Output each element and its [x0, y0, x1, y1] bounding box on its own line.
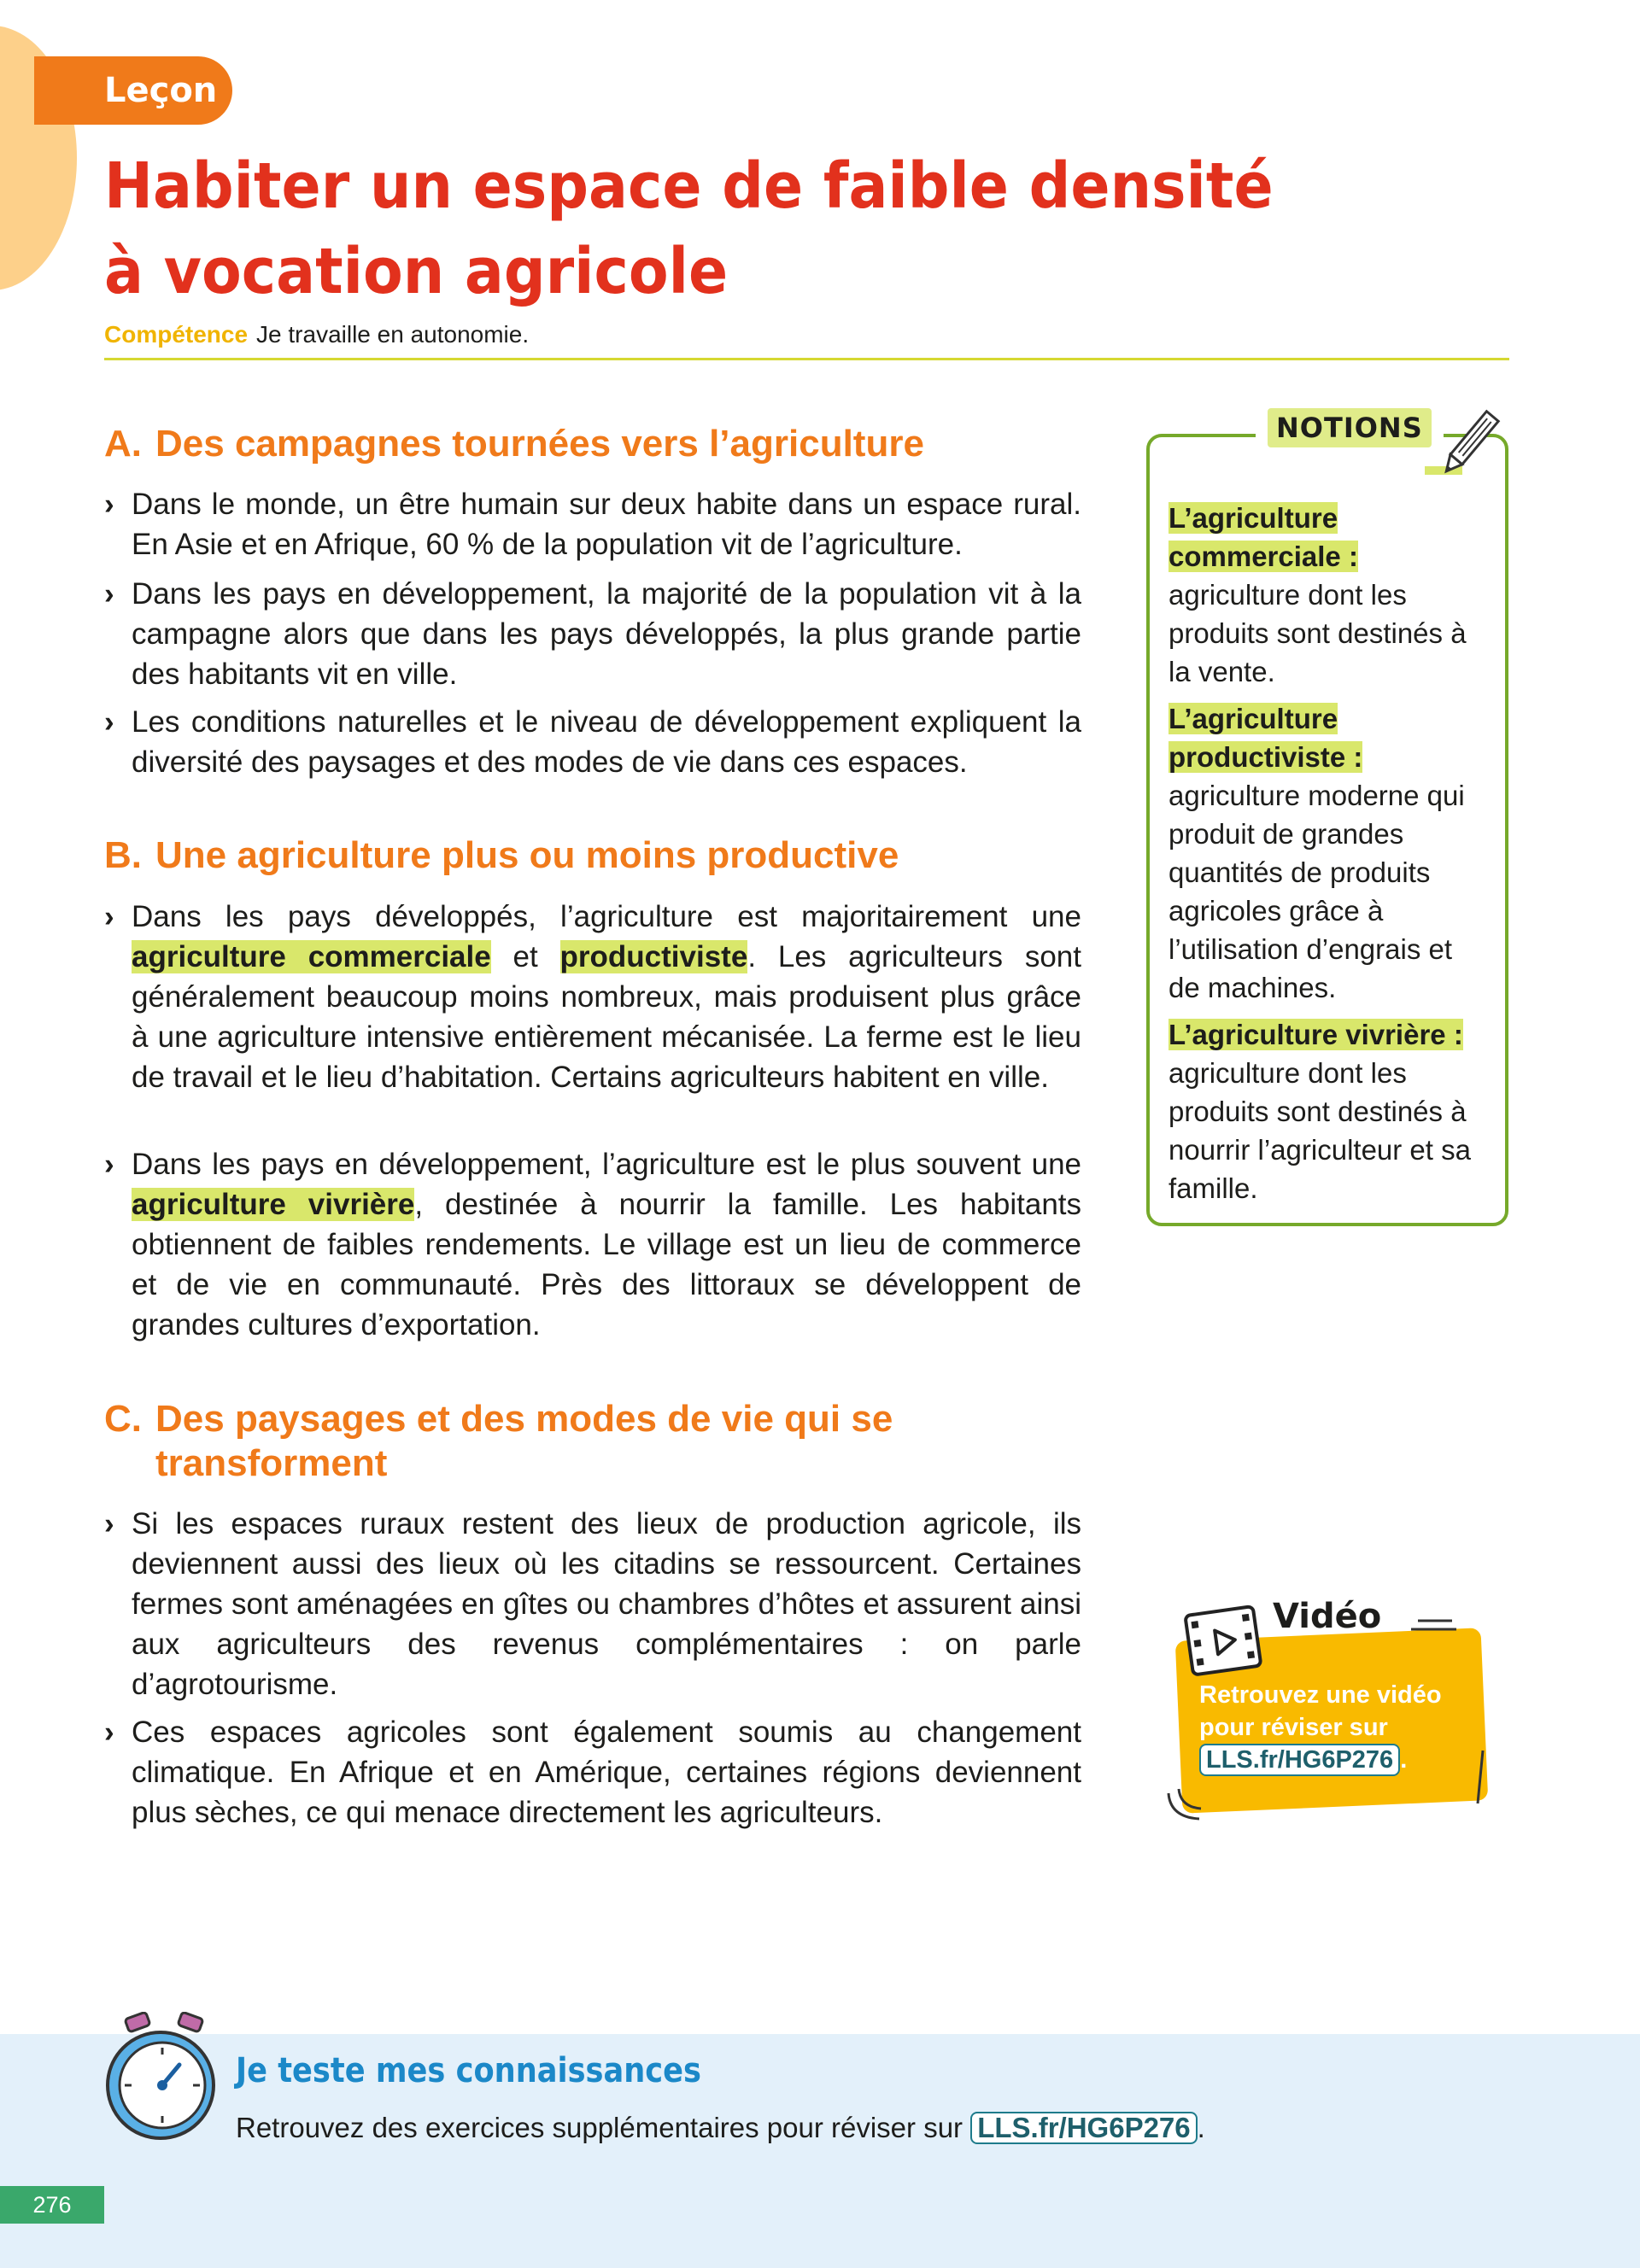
- header-divider: [104, 358, 1509, 360]
- pencil-icon: [1425, 400, 1519, 485]
- notion-definition: agriculture moderne qui produit de grandes quantités de produits agricoles grâce à l’utilisation d’engrais et de machines.: [1168, 780, 1465, 1003]
- section-c-paragraph-2: [104, 1712, 1081, 1833]
- paragraph-text: Si les espaces ruraux restent des lieux de production agricole, ils deviennent aussi des lieux où les citadins se ressourcent. Certaines fermes sont aménagées en gîtes ou chambres d’hôtes et assurent ainsi aux agriculteurs des revenus complémentaires : on parle d’agrotourisme.: [132, 1507, 1081, 1701]
- lesson-tag: Leçon: [34, 56, 232, 125]
- page-title: [104, 143, 1274, 314]
- competence-text: Je travaille en autonomie.: [256, 321, 530, 348]
- bullet-icon: ›: [104, 1716, 114, 1749]
- section-a-paragraph-3: [104, 702, 1081, 782]
- footer-text-content: Retrouvez des exercices supplémentaires pour réviser sur: [236, 2112, 964, 2143]
- footer-text-end: .: [1197, 2112, 1205, 2143]
- footer-text: [236, 2108, 1205, 2148]
- paragraph-text: . Les agriculteurs sont généralement beaucoup moins nombreux, mais produisent plus grâce à une agriculture intensive entièrement mécanisée. La ferme est le lieu de travail et le lieu d’habitation. Certains agriculteurs habitent en ville.: [132, 940, 1081, 1094]
- bullet-icon: ›: [104, 1507, 114, 1540]
- section-b-paragraph-1: [104, 897, 1081, 1097]
- section-c-heading-line-2: transforment: [155, 1442, 388, 1484]
- bullet-icon: ›: [104, 488, 114, 521]
- video-title: Vidéo: [1273, 1597, 1382, 1636]
- bullet-icon: ›: [104, 705, 114, 739]
- footer-link[interactable]: LLS.fr/HG6P276: [970, 2112, 1197, 2144]
- paragraph-text: Dans les pays développés, l’agriculture est majoritairement une: [132, 900, 1081, 933]
- bullet-icon: ›: [104, 577, 114, 611]
- paragraph-text: Dans les pays en développement, l’agriculture est le plus souvent une: [132, 1148, 1081, 1181]
- video-text-content: Retrouvez une vidéo pour réviser sur: [1199, 1681, 1442, 1741]
- video-film-icon: [1182, 1599, 1268, 1684]
- notion-term: L’agriculture vivrière :: [1168, 1019, 1463, 1050]
- notions-label: [1256, 408, 1444, 447]
- section-b-heading: Une agriculture plus ou moins productive: [155, 834, 899, 876]
- section-a-heading: Des campagnes tournées vers l’agriculture: [155, 423, 924, 465]
- video-text-end: .: [1400, 1746, 1408, 1774]
- section-c-heading-line-1: Des paysages et des modes de vie qui se: [155, 1398, 893, 1440]
- section-a-letter: A.: [104, 423, 142, 465]
- notion-term: L’agriculture commerciale :: [1168, 502, 1358, 572]
- paragraph-text: et: [490, 940, 560, 973]
- notion-definition: agriculture dont les produits sont destinés à nourrir l’agriculteur et sa famille.: [1168, 1057, 1471, 1204]
- notion-item-vivriere: [1168, 1015, 1485, 1207]
- section-b-title: [104, 833, 899, 878]
- bullet-icon: ›: [104, 900, 114, 933]
- stopwatch-icon: [101, 2012, 229, 2148]
- paragraph-text: Ces espaces agricoles sont également soumis au changement climatique. En Afrique et en Amérique, certaines régions deviennent plus sèches, ce qui menace directement les agriculteurs.: [132, 1716, 1081, 1829]
- section-b-paragraph-2: [104, 1144, 1081, 1345]
- video-link[interactable]: LLS.fr/HG6P276: [1199, 1744, 1400, 1776]
- paragraph-text: Les conditions naturelles et le niveau de développement expliquent la diversité des paysages et des modes de vie dans ces espaces.: [132, 705, 1081, 779]
- notion-definition: agriculture dont les produits sont destinés à la vente.: [1168, 579, 1467, 687]
- highlight-productiviste: productiviste: [559, 940, 748, 973]
- section-c-letter: C.: [104, 1398, 142, 1440]
- notions-label-text: NOTIONS: [1268, 408, 1432, 447]
- notion-item-commerciale: [1168, 499, 1485, 691]
- video-text: [1199, 1679, 1473, 1776]
- section-b-letter: B.: [104, 834, 142, 876]
- notion-term: L’agriculture productiviste :: [1168, 703, 1363, 773]
- section-c-title: [104, 1397, 893, 1486]
- footer-title: Je teste mes connaissances: [236, 2051, 701, 2090]
- highlight-agriculture-commerciale: agriculture commerciale: [132, 940, 491, 973]
- section-a-paragraph-1: [104, 484, 1081, 564]
- title-line-1: Habiter un espace de faible densité: [104, 149, 1274, 223]
- page-number: 276: [0, 2186, 104, 2224]
- notion-item-productiviste: [1168, 699, 1485, 1007]
- section-c-paragraph-1: [104, 1504, 1081, 1704]
- paragraph-text: Dans le monde, un être humain sur deux habite dans un espace rural. En Asie et en Afrique, 60 % de la population vit de l’agriculture.: [132, 488, 1081, 561]
- section-a-title: [104, 422, 924, 466]
- competence-label: Compétence: [104, 321, 249, 348]
- section-a-paragraph-2: [104, 574, 1081, 694]
- bullet-icon: ›: [104, 1148, 114, 1181]
- competence-line: [104, 321, 529, 348]
- paragraph-text: Dans les pays en développement, la majorité de la population vit à la campagne alors que dans les pays développés, la plus grande partie des habitants vit en ville.: [132, 577, 1081, 691]
- paragraph-text: , destinée à nourrir la famille. Les habitants obtiennent de faibles rendements. Le village est un lieu de commerce et de vie en communauté. Près des littoraux se développent de grandes cultures d’exportation.: [132, 1188, 1082, 1342]
- title-line-2: à vocation agricole: [104, 235, 729, 308]
- highlight-agriculture-vivriere: agriculture vivrière: [132, 1188, 415, 1221]
